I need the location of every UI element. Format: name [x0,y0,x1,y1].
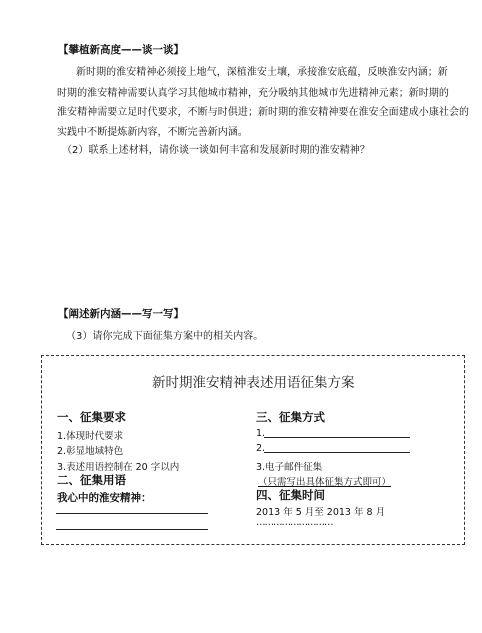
requirement-item-1: 1.体现时代要求 [57,431,124,442]
requirement-item-3: 3.表述用语控制在 20 字以内 [57,462,180,473]
method-item-2-line[interactable] [264,452,410,453]
time-dots: ……………………… [256,517,333,528]
method-note: （只需写出具体征集方式即可） [258,477,392,488]
requirements-heading: 一、征集要求 [57,410,126,424]
section1-heading: 【攀植新高度——谈一谈】 [58,44,184,56]
section1-para-line-1: 新时期的淮安精神必须接上地气，深植淮安土壤，承接淮安底蕴，反映淮安内涵；新 [76,67,448,78]
language-label: 我心中的淮安精神： [57,492,152,504]
method-item-1-label: 1. [256,428,266,439]
section2-question: （3）请你完成下面征集方案中的相关内容。 [66,331,264,342]
section1-para-line-2: 时期的淮安精神需要认真学习其他城市精神，充分吸纳其他城市先进精神元素；新时期的 [57,88,449,99]
answer-line-2[interactable] [56,529,208,530]
requirement-item-2: 2.彰显地域特色 [57,446,124,457]
section1-question: （2）联系上述材料，请你谈一谈如何丰富和发展新时期的淮安精神？ [62,145,370,156]
time-text: 2013 年 5 月至 2013 年 8 月 [256,507,386,518]
plan-title: 新时期淮安精神表述用语征集方案 [152,375,355,391]
method-item-3: 3.电子邮件征集 [256,462,323,473]
answer-line-1[interactable] [56,513,208,514]
section2-heading: 【阐述新内涵——写一写】 [58,308,184,320]
method-heading: 三、征集方式 [256,410,325,424]
method-item-1-line[interactable] [264,437,410,438]
method-item-2-label: 2. [256,443,266,454]
time-heading: 四、征集时间 [256,488,325,502]
section1-para-line-3: 淮安精神需要立足时代要求，不断与时俱进；新时期的淮安精神要在淮安全面建成小康社会的 [57,107,470,118]
section1-para-line-4: 实践中不断提炼新内容，不断完善新内涵。 [57,127,248,138]
language-heading: 二、征集用语 [57,473,126,487]
